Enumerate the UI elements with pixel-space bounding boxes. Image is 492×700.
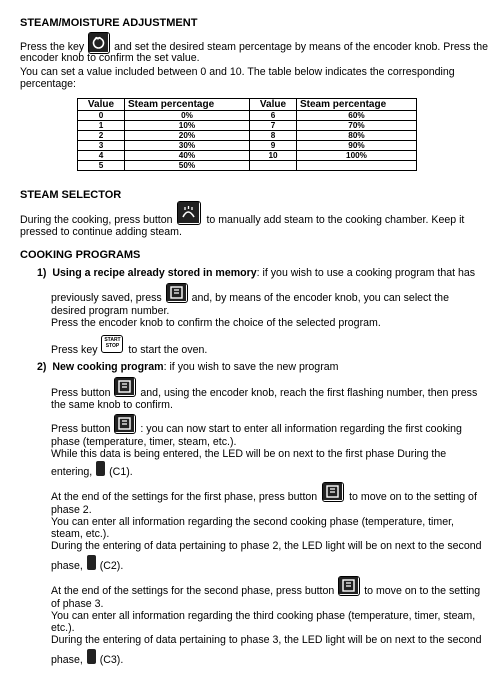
cooking-item2-heading (37, 361, 338, 373)
cooking-item2-b-line2: phase (temperature, timer, steam, etc.). (51, 436, 237, 448)
cooking-item2-d-line1 (51, 585, 480, 597)
cooking-item2-c-line1 (51, 491, 477, 503)
cooking-item2-d-line4: etc.). (51, 622, 75, 634)
table-header: Value (250, 99, 297, 111)
steam-selector-key-icon (177, 201, 201, 225)
text: to manually add steam to the cooking chamber. Keep it (206, 214, 465, 226)
text: Press the key (20, 40, 85, 53)
cooking-item1-heading (37, 267, 475, 279)
table-cell: 2 (78, 131, 125, 141)
cooking-item1-line5 (51, 337, 208, 356)
text: (C2). (99, 560, 124, 572)
program-key-icon (338, 576, 360, 596)
cooking-item2-b-line1 (51, 423, 462, 435)
steam-adjust-line4: percentage: (20, 78, 76, 90)
text: to start the oven. (128, 344, 208, 356)
table-cell: 100% (297, 151, 417, 161)
led-c3-icon (87, 649, 96, 664)
text: phase, (51, 560, 83, 572)
cooking-item2-a-line2: the same knob to confirm. (51, 399, 173, 411)
start-stop-key-icon (101, 335, 123, 353)
steam-humidity-key-icon (88, 32, 110, 54)
cooking-item2-c-line5: During the entering of data pertaining to phase 2, the LED light will be on next to the second (51, 540, 482, 552)
start-stop-key-label-top: START (104, 337, 121, 344)
table-header-row (78, 99, 417, 111)
item-bold-title: Using a recipe already stored in memory (52, 267, 257, 279)
table-cell: 30% (125, 141, 250, 151)
table-header: Steam percentage (125, 99, 250, 111)
table-cell: 0 (78, 111, 125, 121)
table-header: Value (78, 99, 125, 111)
text: previously saved, press (51, 292, 162, 304)
table-row (78, 161, 417, 171)
table-row (78, 131, 417, 141)
text: At the end of the settings for the second phase, press button (51, 585, 335, 597)
table-cell: 50% (125, 161, 250, 171)
cooking-item2-a-line1 (51, 387, 477, 399)
table-row (78, 121, 417, 131)
cooking-item2-b-line4 (51, 466, 133, 478)
table-cell (250, 161, 297, 171)
text: Press button (51, 423, 111, 435)
text: At the end of the settings for the first phase, press button (51, 491, 318, 503)
steam-selector-line2: pressed to continue adding steam. (20, 226, 182, 238)
cooking-item1-line3: desired program number. (51, 305, 170, 317)
text: and set the desired steam percentage by means of the encoder knob. Press the (114, 40, 489, 53)
table-cell: 60% (297, 111, 417, 121)
text: phase, (51, 654, 83, 666)
cooking-item2-b-line3: While this data is being entered, the LED will be on next to the first phase During the (51, 448, 447, 460)
table-row (78, 141, 417, 151)
text: During the cooking, press button (20, 214, 173, 226)
section-title-steam-adjustment: STEAM/MOISTURE ADJUSTMENT (20, 17, 198, 29)
table-cell: 3 (78, 141, 125, 151)
text: (C1). (109, 466, 133, 478)
text: : if you wish to save the new program (163, 361, 339, 373)
table-cell: 7 (250, 121, 297, 131)
steam-adjust-line3: You can set a value included between 0 and 10. The table below indicates the corresponding (20, 66, 455, 78)
text: Press key (51, 344, 98, 356)
table-cell: 5 (78, 161, 125, 171)
table-cell: 10 (250, 151, 297, 161)
text: to move on to the setting of (349, 491, 477, 503)
cooking-item2-d-line2: of phase 3. (51, 598, 104, 610)
section-title-cooking-programs: COOKING PROGRAMS (20, 249, 141, 261)
cooking-item2-c-line2: phase 2. (51, 504, 92, 516)
text: and, using the encoder knob, reach the first flashing number, then press (140, 387, 478, 399)
table-cell: 10% (125, 121, 250, 131)
text: entering, (51, 466, 93, 478)
table-cell: 80% (297, 131, 417, 141)
text: and, by means of the encoder knob, you can select the (191, 292, 449, 304)
text: Press button (51, 387, 111, 399)
cooking-item2-c-line3: You can enter all information regarding the second cooking phase (temperature, timer, (51, 516, 454, 528)
table-cell: 8 (250, 131, 297, 141)
program-key-icon (166, 283, 188, 303)
table-cell: 4 (78, 151, 125, 161)
text: : if you wish to use a cooking program that has (256, 267, 476, 279)
cooking-item2-d-line5: During the entering of data pertaining to phase 3, the LED light will be on next to the second (51, 634, 482, 646)
table-row (78, 151, 417, 161)
program-key-icon (322, 482, 344, 502)
text: (C3). (99, 654, 124, 666)
table-cell: 20% (125, 131, 250, 141)
steam-percentage-table (77, 98, 417, 171)
table-cell: 6 (250, 111, 297, 121)
cooking-item1-line2 (51, 292, 449, 304)
item-number: 2) (37, 361, 47, 373)
led-c1-icon (96, 461, 105, 476)
steam-selector-line1 (20, 214, 464, 226)
table-cell: 1 (78, 121, 125, 131)
cooking-item1-line4: Press the encoder knob to confirm the choice of the selected program. (51, 317, 381, 329)
program-key-icon (114, 414, 136, 434)
section-title-steam-selector: STEAM SELECTOR (20, 189, 122, 201)
table-cell: 70% (297, 121, 417, 131)
table-header: Steam percentage (297, 99, 417, 111)
program-key-icon (114, 377, 136, 397)
table-cell: 9 (250, 141, 297, 151)
table-cell (297, 161, 417, 171)
item-number: 1) (37, 267, 47, 279)
cooking-item2-d-line6 (51, 654, 123, 666)
table-cell: 40% (125, 151, 250, 161)
cooking-item2-d-line3: You can enter all information regarding the third cooking phase (temperature, timer, steam, (51, 610, 476, 622)
cooking-item2-c-line4: steam, etc.). (51, 528, 110, 540)
steam-adjust-line2: encoder knob to confirm the set value. (20, 52, 200, 64)
item-bold-title: New cooking program (52, 361, 164, 373)
table-row (78, 111, 417, 121)
led-c2-icon (87, 555, 96, 570)
start-stop-key-label-bottom: STOP (105, 343, 120, 350)
table-cell: 0% (125, 111, 250, 121)
cooking-item2-c-line6 (51, 560, 123, 572)
table-cell: 90% (297, 141, 417, 151)
text: to move on to the setting (364, 585, 481, 597)
text: : you can now start to enter all information regarding the first cooking (140, 423, 462, 435)
